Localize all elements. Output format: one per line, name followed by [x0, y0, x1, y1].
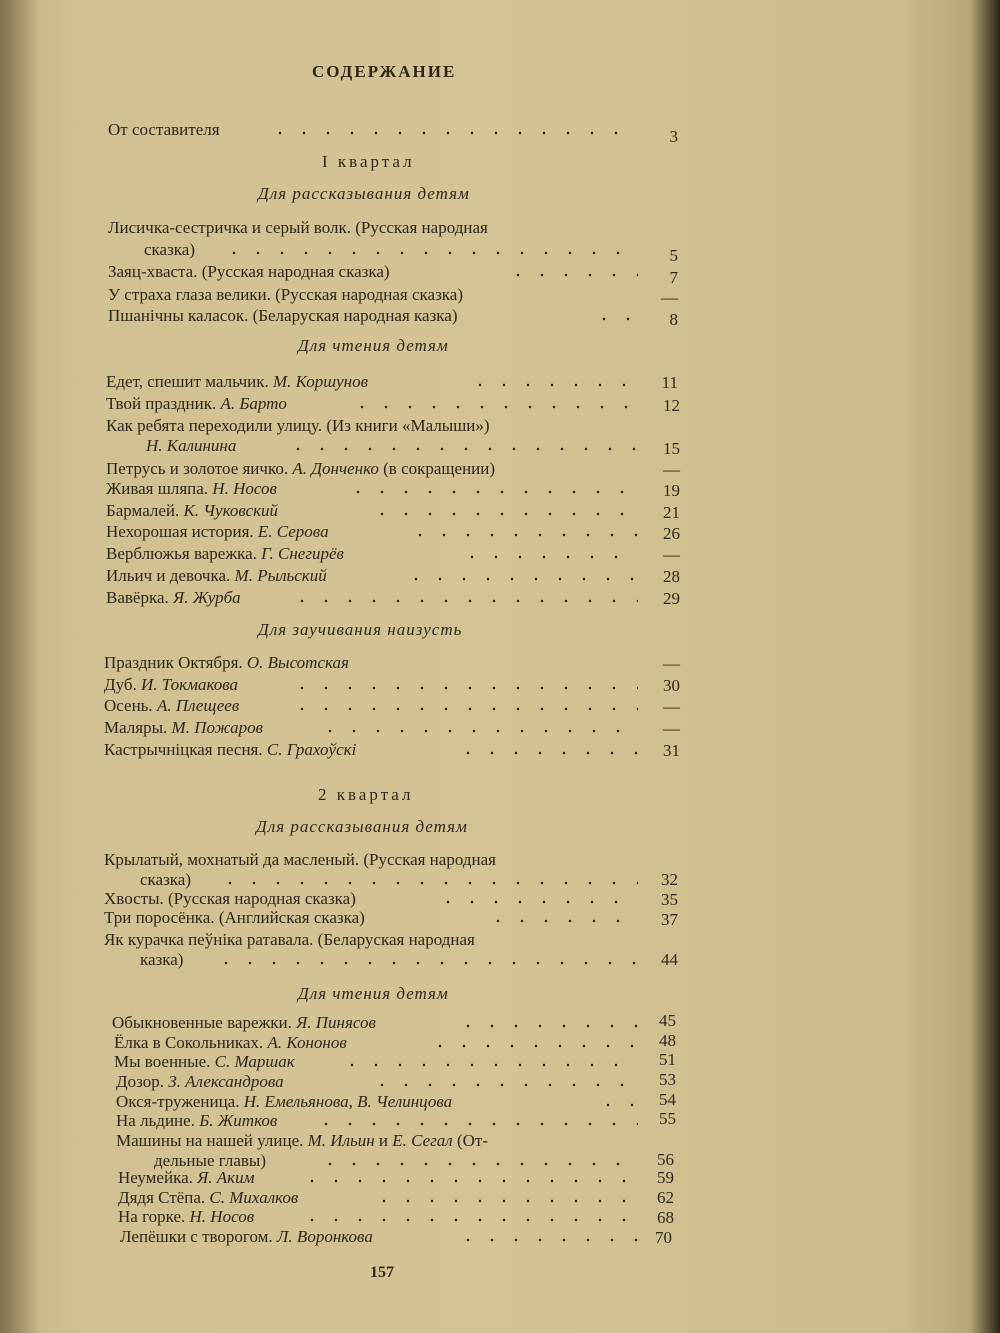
toc-entry-author: Н. Калинина	[146, 436, 237, 455]
toc-entry-author: Я. Журба	[173, 588, 241, 607]
toc-entry-page: 70	[655, 1228, 672, 1247]
toc-entry-title: Едет, спешит мальчик.	[106, 372, 269, 391]
toc-entry-author: Г. Снегирёв	[261, 544, 344, 563]
toc-entry	[106, 544, 344, 564]
toc-entry-page: 15	[663, 439, 680, 458]
toc-entry-title-cont: казка)	[140, 950, 184, 969]
toc-entry-title: Окся-труженица.	[116, 1092, 240, 1111]
toc-entry-page: 5	[669, 246, 678, 265]
toc-entry-page: 59	[657, 1168, 674, 1187]
book-spine-shadow	[0, 0, 40, 1333]
contents-heading: СОДЕРЖАНИЕ	[312, 62, 457, 81]
toc-entry-author: С. Грахоўскі	[266, 740, 357, 759]
dot-leader	[218, 881, 638, 885]
toc-entry-author: Е. Сегал	[392, 1131, 453, 1150]
toc-entry-title: Верблюжья варежка.	[106, 544, 257, 563]
toc-entry	[104, 696, 239, 716]
dot-leader	[222, 251, 638, 255]
toc-entry-title: Кастрычніцкая песня.	[104, 740, 263, 759]
toc-entry	[118, 1188, 298, 1208]
toc-entry-title: Живая шляпа.	[106, 479, 209, 498]
toc-entry-page: 30	[663, 676, 680, 695]
toc-entry-page: 53	[659, 1070, 676, 1089]
toc-entry-page: 8	[669, 310, 678, 329]
dot-leader	[428, 1044, 638, 1048]
section-heading: Для заучивания наизусть	[258, 620, 463, 639]
toc-entry-title-cont: сказка)	[144, 240, 196, 259]
toc-entry-page: 26	[663, 524, 680, 543]
quarter-heading: I квартал	[322, 152, 415, 171]
toc-entry-page: 7	[669, 268, 678, 287]
toc-entry-page: 55	[659, 1109, 676, 1128]
toc-entry-page: 68	[657, 1208, 674, 1227]
toc-entry	[112, 1013, 376, 1033]
toc-entry-title: Пшанічны каласок. (Беларуская народная казка)	[108, 306, 458, 325]
toc-entry	[120, 1227, 373, 1247]
dot-leader	[486, 919, 638, 923]
quarter-heading: 2 квартал	[318, 785, 414, 804]
toc-entry-author: С. Михалков	[209, 1188, 299, 1207]
dot-leader	[268, 131, 638, 135]
toc-entry	[114, 1033, 347, 1053]
dot-leader	[456, 751, 638, 755]
toc-entry-author: О. Высотская	[246, 653, 349, 672]
toc-entry-page: 3	[669, 127, 678, 146]
toc-entry-title: Ёлка в Сокольниках.	[114, 1033, 264, 1052]
toc-entry-title: Як курачка пеўніка ратавала. (Беларуская народная	[104, 930, 475, 949]
dot-leader	[468, 383, 638, 387]
toc-entry-page: —	[663, 545, 680, 564]
toc-entry-title: Как ребята переходили улицу. (Из книги «Малыши»)	[106, 416, 490, 435]
toc-entry	[116, 1111, 277, 1131]
toc-entry	[106, 372, 368, 392]
toc-entry-title-cont: дельные главы)	[154, 1151, 266, 1170]
toc-entry-author: Б. Житков	[199, 1111, 278, 1130]
toc-entry-author: Н. Носов	[212, 479, 277, 498]
toc-entry-page: 45	[659, 1011, 676, 1030]
toc-entry	[106, 479, 277, 499]
toc-entry-title: Осень.	[104, 696, 153, 715]
toc-entry-title-part: (От-	[456, 1131, 488, 1150]
section-heading: Для чтения детям	[298, 984, 449, 1003]
toc-entry-title: Дуб.	[104, 675, 137, 694]
toc-entry-title: Дозор.	[116, 1072, 164, 1091]
toc-entry-page: 51	[659, 1050, 676, 1069]
section-heading: Для чтения детям	[298, 336, 449, 355]
toc-entry	[104, 740, 356, 760]
dot-leader	[404, 577, 638, 581]
toc-entry-author: З. Александрова	[168, 1072, 284, 1091]
toc-entry-author: Е. Серова	[257, 522, 329, 541]
toc-entry-page: 12	[663, 396, 680, 415]
dot-leader	[350, 405, 638, 409]
dot-leader	[506, 273, 638, 277]
toc-entry-title: На горке.	[118, 1207, 186, 1226]
toc-entry-title: Нехорошая история.	[106, 522, 254, 541]
toc-entry-author: Л. Воронкова	[276, 1227, 373, 1246]
dot-leader	[290, 686, 638, 690]
toc-entry-author: К. Чуковский	[183, 501, 279, 520]
toc-entry-page: —	[663, 460, 680, 479]
toc-entry-title: Хвосты. (Русская народная сказка)	[104, 889, 356, 908]
toc-entry-author: Н. Носов	[189, 1207, 255, 1226]
toc-entry-title: Три поросёнка. (Английская сказка)	[104, 908, 365, 927]
toc-entry-page: 62	[657, 1188, 674, 1207]
toc-entry	[116, 1072, 284, 1092]
dot-leader	[370, 512, 638, 516]
dot-leader	[456, 1024, 638, 1028]
toc-entry-author: М. Ильин	[307, 1131, 375, 1150]
toc-entry-title: Крылатый, мохнатый да масленый. (Русская народная	[104, 850, 496, 869]
toc-entry-author: А. Плещеев	[156, 696, 240, 715]
toc-entry-note: (в сокращении)	[383, 459, 496, 478]
dot-leader	[408, 533, 638, 537]
toc-entry-author: И. Токмакова	[141, 675, 239, 694]
toc-entry	[116, 1131, 488, 1151]
dot-leader	[372, 1199, 638, 1203]
toc-entry-title: Вавёрка.	[106, 588, 169, 607]
toc-entry-title: Мы военные.	[114, 1052, 211, 1071]
toc-entry-title: Петрусь и золотое яичко.	[106, 459, 289, 478]
toc-entry	[106, 394, 287, 414]
dot-leader	[596, 1103, 638, 1107]
toc-entry-page: —	[663, 654, 680, 673]
toc-entry-author: А. Кононов	[267, 1033, 347, 1052]
toc-entry-page: 21	[663, 503, 680, 522]
toc-entry-author: Я. Пинясов	[296, 1013, 376, 1032]
dot-leader	[460, 555, 638, 559]
dot-leader	[300, 1179, 638, 1183]
toc-entry-page: —	[661, 288, 678, 307]
toc-entry	[118, 1168, 254, 1188]
dot-leader	[214, 961, 638, 965]
toc-entry	[106, 522, 329, 542]
dot-leader	[456, 1238, 638, 1242]
toc-entry-title: У страха глаза велики. (Русская народная сказка)	[108, 285, 463, 304]
toc-entry-title: Обыкновенные варежки.	[112, 1013, 292, 1032]
toc-entry-title: Ильич и девочка.	[106, 566, 231, 585]
toc-entry	[106, 459, 495, 479]
toc-entry-author: Я. Аким	[197, 1168, 255, 1187]
toc-entry-title: Маляры.	[104, 718, 168, 737]
toc-entry-title: От составителя	[108, 120, 220, 139]
dot-leader	[340, 1063, 638, 1067]
dot-leader	[286, 447, 638, 451]
dot-leader	[370, 1083, 638, 1087]
toc-entry-page: —	[663, 697, 680, 716]
toc-entry-author: М. Рыльский	[234, 566, 327, 585]
dot-leader	[290, 599, 638, 603]
toc-entry-page: 29	[663, 589, 680, 608]
toc-entry	[106, 566, 327, 586]
dot-leader	[318, 1162, 638, 1166]
toc-entry-title: Машины на нашей улице.	[116, 1131, 304, 1150]
toc-entry-page: 28	[663, 567, 680, 586]
dot-leader	[436, 900, 638, 904]
toc-entry-page: 32	[661, 870, 678, 889]
toc-entry-page: 31	[663, 741, 680, 760]
toc-entry-page: 35	[661, 890, 678, 909]
toc-entry-title: Дядя Стёпа.	[118, 1188, 206, 1207]
toc-entry	[104, 718, 263, 738]
toc-entry	[106, 588, 241, 608]
toc-entry	[116, 1092, 452, 1112]
toc-entry-title: Неумейка.	[118, 1168, 193, 1187]
toc-entry	[118, 1207, 254, 1227]
toc-entry	[104, 653, 349, 673]
dot-leader	[300, 1218, 638, 1222]
toc-entry-author: А. Барто	[220, 394, 287, 413]
toc-entry-author: М. Пожаров	[171, 718, 264, 737]
dot-leader	[314, 1122, 638, 1126]
dot-leader	[318, 729, 638, 733]
toc-entry-title: Праздник Октября.	[104, 653, 243, 672]
toc-entry-conj: и	[378, 1131, 389, 1150]
toc-entry	[114, 1052, 295, 1072]
dot-leader	[290, 707, 638, 711]
toc-entry-page: 44	[661, 950, 678, 969]
dot-leader	[592, 317, 638, 321]
toc-entry-page: 11	[661, 373, 678, 392]
page-number: 157	[370, 1264, 394, 1281]
toc-entry-title: Заяц-хваста. (Русская народная сказка)	[108, 262, 390, 281]
toc-entry-title: Лепёшки с творогом.	[120, 1227, 273, 1246]
toc-entry-title: Бармалей.	[106, 501, 180, 520]
toc-entry	[106, 501, 278, 521]
toc-entry-author: М. Коршунов	[272, 372, 368, 391]
toc-entry-title: Лисичка-сестричка и серый волк. (Русская народная	[108, 218, 488, 237]
toc-entry-title: На льдине.	[116, 1111, 195, 1130]
toc-entry-page: 19	[663, 481, 680, 500]
section-heading: Для рассказывания детям	[256, 817, 468, 836]
toc-entry-title-cont: сказка)	[140, 870, 192, 889]
toc-entry-title: Твой праздник.	[106, 394, 217, 413]
toc-entry-author: Н. Емельянова, В. Челинцова	[243, 1092, 453, 1111]
toc-entry	[104, 675, 238, 695]
toc-entry-page: 48	[659, 1031, 676, 1050]
toc-entry-author: С. Маршак	[214, 1052, 295, 1071]
section-heading: Для рассказывания детям	[258, 184, 470, 203]
toc-entry-page: 56	[657, 1150, 674, 1169]
dot-leader	[346, 490, 638, 494]
toc-entry-page: 37	[661, 910, 678, 929]
toc-entry-page: 54	[659, 1090, 676, 1109]
toc-entry-page: —	[663, 719, 680, 738]
toc-entry-author: А. Донченко	[292, 459, 379, 478]
